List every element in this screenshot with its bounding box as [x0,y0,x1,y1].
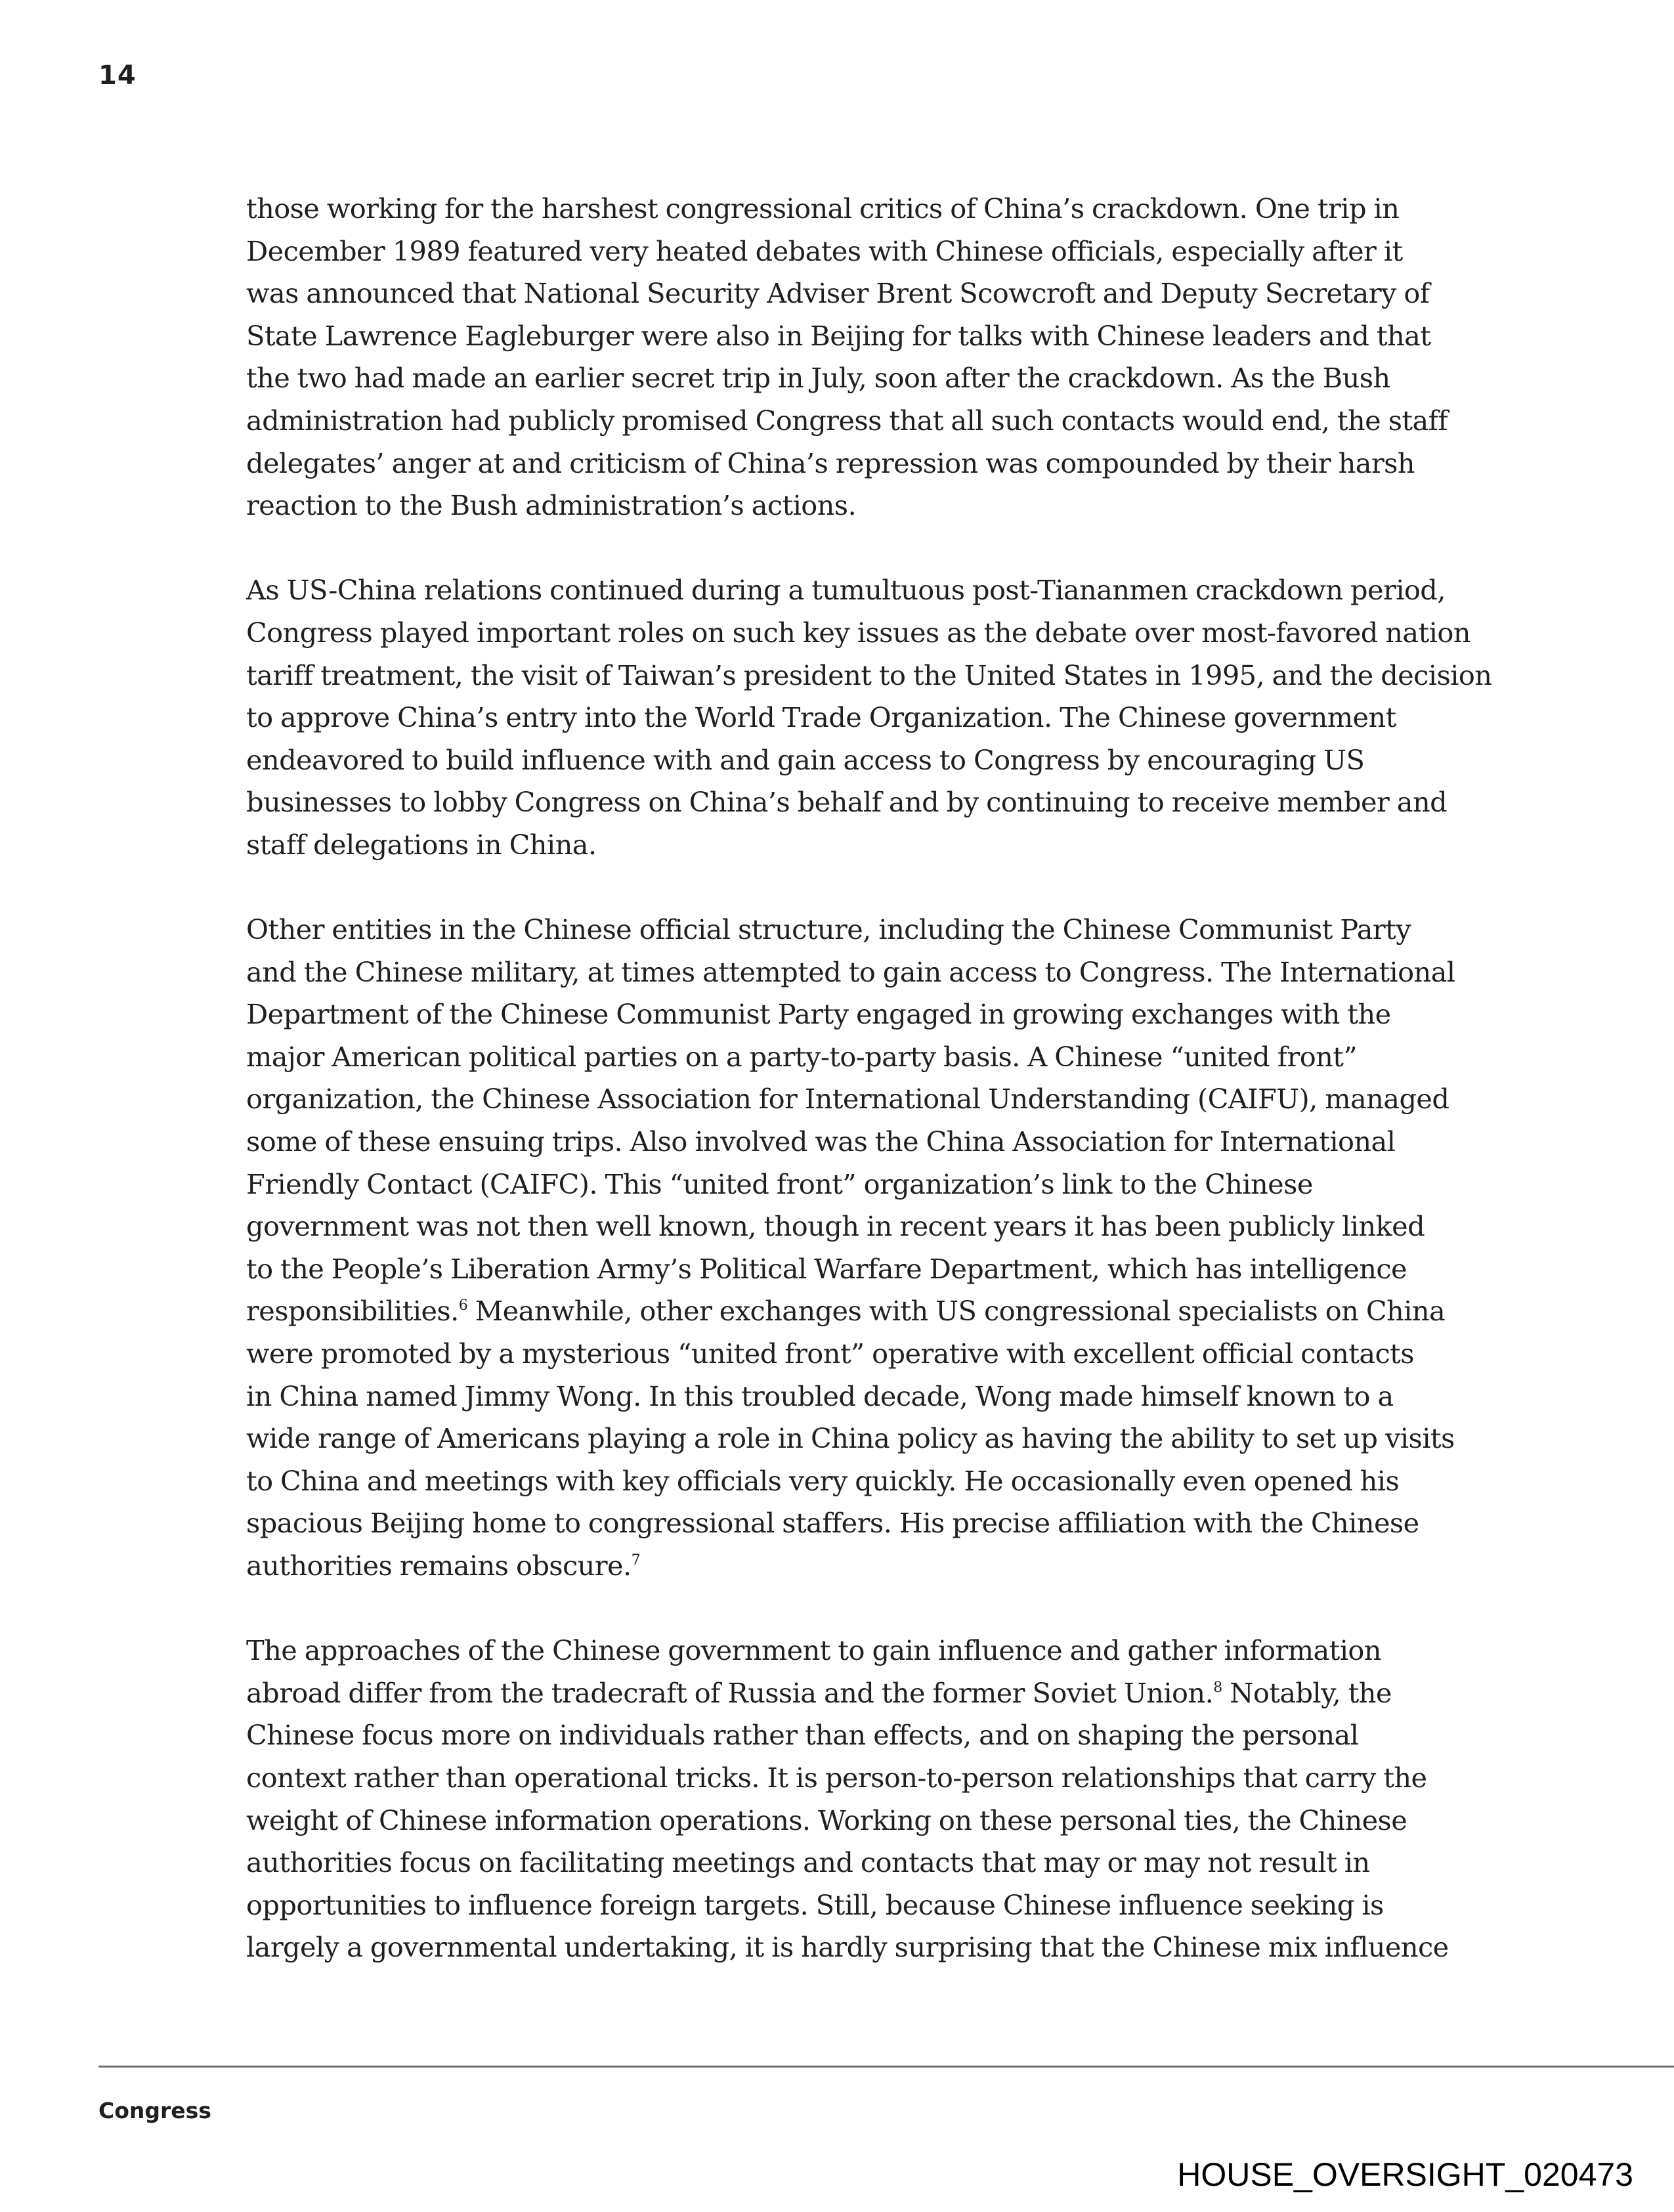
text-segment: Friendly Contact (CAIFC). This “united front” organization’s link to the Chinese [246,1167,1313,1200]
text-line [246,1545,1434,1588]
text-segment: to the People’s Liberation Army’s Political Warfare Department, which has intelligence [246,1252,1407,1285]
text-line [246,485,1434,527]
text-line [246,1163,1434,1206]
text-line [246,951,1455,994]
paragraph [246,1630,1449,1969]
text-line [246,1078,1449,1121]
text-segment: responsibilities. [246,1295,459,1328]
text-line [246,1121,1434,1163]
text-line [246,1630,1434,1672]
text-segment: some of these ensuing trips. Also involved was the China Association for International [246,1125,1396,1158]
text-segment: Chinese focus more on individuals rather than effects, and on shaping the personal [246,1719,1359,1752]
text-segment: endeavored to build influence with and gain access to Congress by encouraging US [246,743,1365,776]
text-line [246,443,1434,485]
text-segment: abroad differ from the tradecraft of Russia and the former Soviet Union. [246,1676,1214,1709]
text-line [246,993,1434,1036]
text-line [246,1884,1434,1927]
text-segment: reaction to the Bush administration’s actions. [246,489,857,522]
paragraph [246,569,1492,866]
bates-number: HOUSE_OVERSIGHT_020473 [1177,2156,1633,2193]
text-line [246,1205,1434,1248]
text-segment: those working for the harshest congressional critics of China’s crackdown. One trip in [246,192,1400,225]
text-segment: major American political parties on a party-to-party basis. A Chinese “united front” [246,1040,1357,1073]
text-line [246,1248,1434,1291]
text-line [246,1800,1434,1842]
text-segment: was announced that National Security Adviser Brent Scowcroft and Deputy Secretary of [246,277,1430,310]
text-line [246,315,1434,358]
paragraph [246,188,1448,527]
text-line [246,1672,1434,1715]
text-segment: organization, the Chinese Association for International Understanding (CAIFU), managed [246,1083,1449,1116]
text-segment: to China and meetings with key officials very quickly. He occasionally even opened his [246,1464,1400,1497]
body-text [246,188,1492,2012]
text-segment: were promoted by a mysterious “united front” operative with excellent official contacts [246,1337,1414,1370]
text-line [246,188,1434,230]
text-line [246,739,1434,782]
text-segment: opportunities to influence foreign targets. Still, because Chinese influence seeking is [246,1888,1384,1921]
text-line [246,824,1434,867]
text-segment: State Lawrence Eagleburger were also in Beijing for talks with Chinese leaders and that [246,319,1431,352]
text-segment: largely a governmental undertaking, it is hardly surprising that the Chinese mix influence [246,1931,1449,1964]
text-line [246,655,1492,697]
text-line [246,272,1434,315]
text-line [246,781,1448,824]
text-segment: businesses to lobby Congress on China’s behalf and by continuing to receive member and [246,786,1448,819]
text-segment: authorities focus on facilitating meetings and contacts that may or may not result in [246,1846,1370,1879]
text-line [246,1333,1434,1376]
footnote-marker: 7 [631,1552,640,1569]
text-line [246,1502,1434,1545]
running-footer: Congress [98,2098,211,2123]
text-line [246,230,1434,273]
text-segment: wide range of Americans playing a role in China policy as having the ability to set up visits [246,1422,1455,1455]
text-segment: in China named Jimmy Wong. In this troubled decade, Wong made himself known to a [246,1379,1394,1412]
text-line [246,697,1434,739]
text-segment: December 1989 featured very heated debates with Chinese officials, especially after it [246,234,1403,267]
text-line [246,1376,1434,1418]
text-line [246,1036,1434,1079]
text-segment: government was not then well known, though in recent years it has been publicly linked [246,1210,1425,1243]
text-segment: the two had made an earlier secret trip in July, soon after the crackdown. As the Bush [246,362,1390,395]
text-segment: Congress played important roles on such key issues as the debate over most-favored nation [246,616,1470,649]
text-segment: Department of the Chinese Communist Party engaged in growing exchanges with the [246,998,1391,1031]
text-line [246,1714,1434,1757]
footer-divider [98,2066,1674,2068]
text-line [246,612,1470,655]
text-segment: As US-China relations continued during a tumultuous post-Tiananmen crackdown period, [246,574,1446,607]
text-segment: tariff treatment, the visit of Taiwan’s president to the United States in 1995, and the decision [246,659,1492,691]
text-line [246,909,1434,951]
text-line [246,1842,1434,1884]
text-segment: context rather than operational tricks. It is person-to-person relationships that carry the [246,1761,1427,1794]
text-line [246,569,1446,612]
text-line [246,357,1434,400]
text-segment: The approaches of the Chinese government to gain influence and gather information [246,1634,1381,1667]
page-number: 14 [98,60,137,91]
text-segment: Other entities in the Chinese official structure, including the Chinese Communist Party [246,913,1411,946]
text-segment: staff delegations in China. [246,828,597,861]
text-segment: delegates’ anger at and criticism of China’s repression was compounded by their harsh [246,446,1415,479]
text-segment: Notably, the [1222,1676,1392,1709]
text-line [246,1757,1434,1800]
text-line [246,400,1448,443]
text-line [246,1926,1449,1969]
text-segment: Meanwhile, other exchanges with US congressional specialists on China [467,1295,1446,1328]
footnote-marker: 8 [1213,1679,1222,1696]
text-line [246,1290,1446,1333]
text-segment: weight of Chinese information operations. Working on these personal ties, the Chinese [246,1804,1407,1836]
text-line [246,1418,1455,1460]
text-line [246,1460,1434,1503]
text-segment: administration had publicly promised Congress that all such contacts would end, the staff [246,404,1448,437]
footnote-marker: 6 [458,1297,468,1314]
paragraph [246,909,1455,1588]
text-segment: authorities remains obscure. [246,1550,632,1582]
text-segment: spacious Beijing home to congressional staffers. His precise affiliation with the Chinese [246,1507,1419,1540]
text-segment: to approve China’s entry into the World Trade Organization. The Chinese government [246,701,1396,734]
text-segment: and the Chinese military, at times attempted to gain access to Congress. The International [246,955,1455,988]
